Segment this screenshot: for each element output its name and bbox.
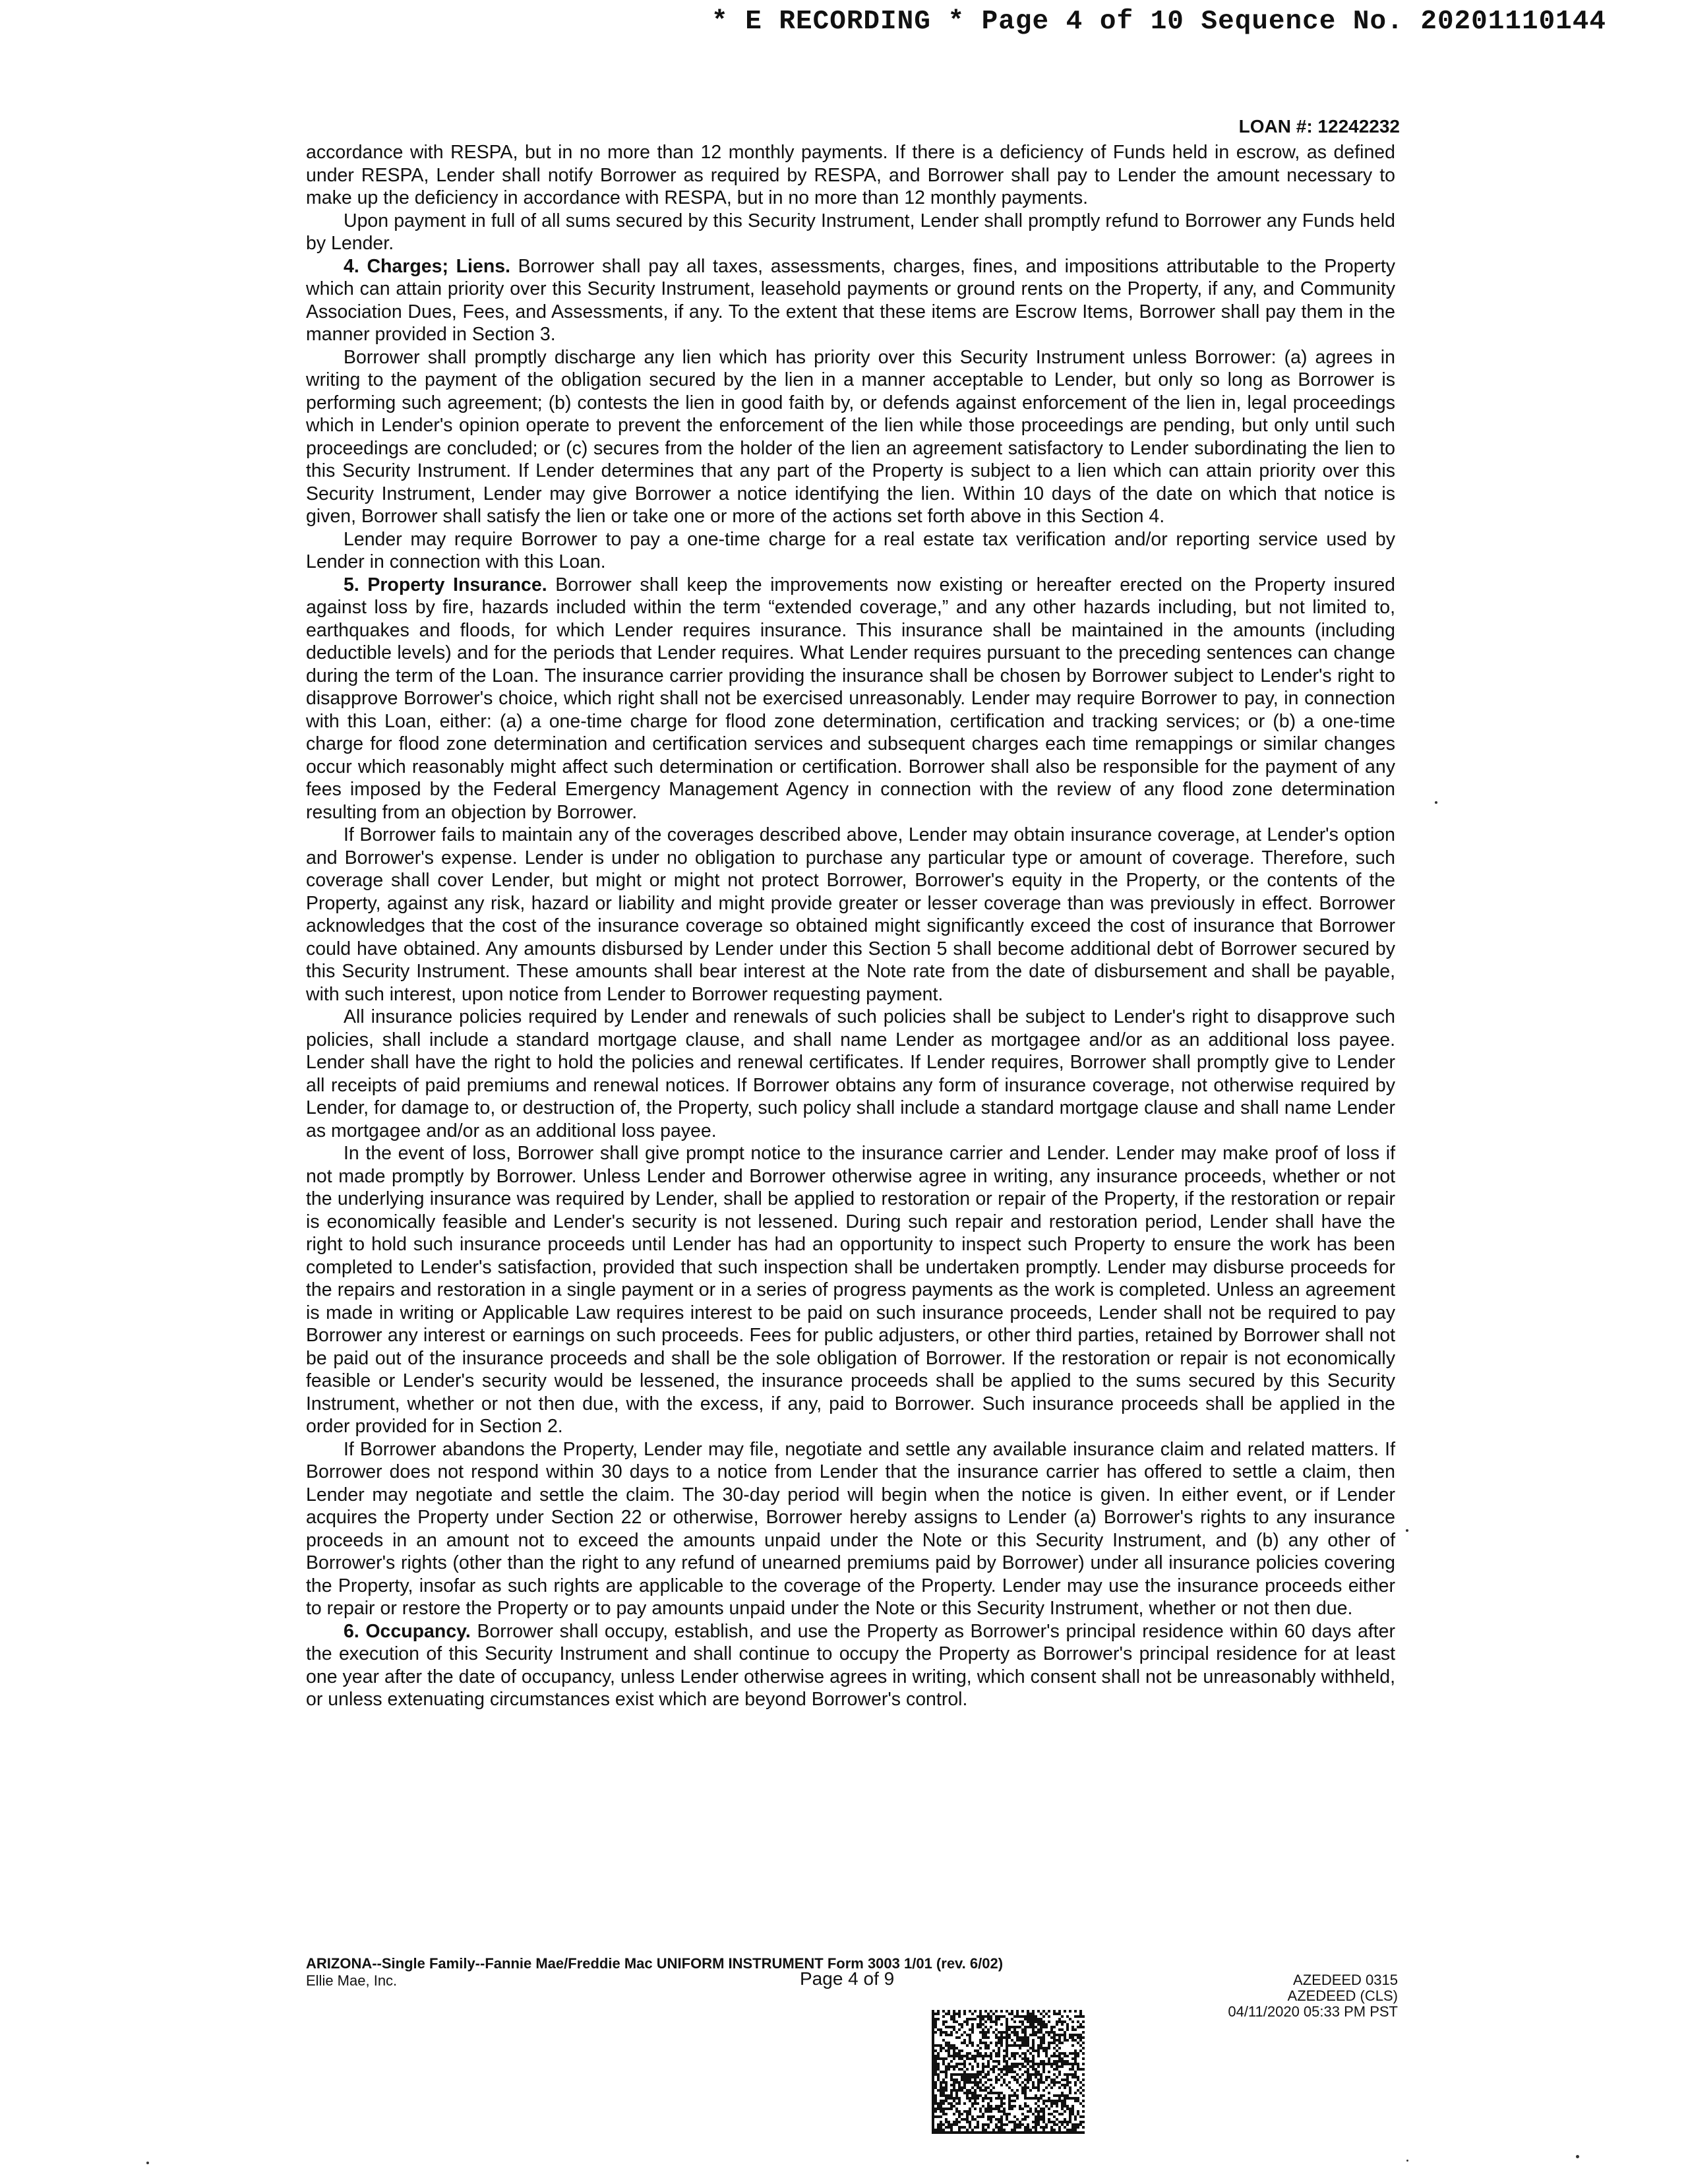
footer-page-number: Page 4 of 9 [800, 1968, 895, 1989]
paragraph-refund-funds: Upon payment in full of all sums secured by this Security Instrument, Lender shall promptly refund to Borrower any Funds held by Lender. [306, 210, 1395, 254]
footer-timestamp: 04/11/2020 05:33 PM PST [1228, 2003, 1398, 2020]
recording-banner: * E RECORDING * Page 4 of 10 Sequence No. 20201110144 [711, 7, 1606, 37]
scan-speck [1435, 801, 1437, 804]
scan-speck [1406, 1529, 1408, 1532]
paragraph-insurance-policies: All insurance policies required by Lender and renewals of such policies shall be subject to Lender's right to disapprove such policies, shall include a standard mortgage clause, and shall name Lender as mortgagee and/or as an additional loss payee. Lender shall have the right to hold the policies and renewal certificates. If Lender requires, Borrower shall promptly give to Lender all receipts of paid premiums and renewal notices. If Borrower obtains any form of insurance coverage, not otherwise required by Lender, for damage to, or destruction of, the Property, such policy shall include a standard mortgage clause and shall name Lender as mortgagee and/or as an additional loss payee. [306, 1006, 1395, 1141]
paragraph-event-of-loss: In the event of loss, Borrower shall give prompt notice to the insurance carrier and Lender. Lender may make proof of loss if not made promptly by Borrower. Unless Lender and Borrower otherwise agree in writing, any insurance proceeds, whether or not the underlying insurance was required by Lender, shall be applied to restoration or repair of the Property, if the restoration or repair is economically feasible and Lender's security is not lessened. During such repair and restoration period, Lender shall have the right to hold such insurance proceeds until Lender has had an opportunity to inspect such Property to ensure the work has been completed to Lender's satisfaction, provided that such inspection shall be undertaken promptly. Lender may disburse proceeds for the repairs and restoration in a single payment or in a series of progress payments as the work is completed. Unless an agreement is made in writing or Applicable Law requires interest to be paid on such insurance proceeds, Lender shall not be required to pay Borrower any interest or earnings on such proceeds. Fees for public adjusters, or other third parties, retained by Borrower shall not be paid out of the insurance proceeds and shall be the sole obligation of Borrower. If the restoration or repair is not economically feasible or Lender's security would be lessened, the insurance proceeds shall be applied to the sums secured by this Security Instrument, whether or not then due, with the excess, if any, paid to Borrower. Such insurance proceeds shall be applied in the order provided for in Section 2. [306, 1143, 1395, 1437]
paragraph-tax-verification: Lender may require Borrower to pay a one-time charge for a real estate tax verification and/or reporting service used by Lender in connection with this Loan. [306, 528, 1395, 572]
scan-speck [1406, 2160, 1408, 2162]
footer-form-codes [1228, 1972, 1398, 2020]
section-4-paragraph [306, 255, 1395, 346]
section-5-heading: 5. Property Insurance. [344, 574, 547, 595]
footer-code-1: AZEDEED 0315 [1293, 1972, 1398, 1988]
section-5-text: Borrower shall keep the improvements now existing or hereafter erected on the Property insured against loss by fire, hazards included within the term “extended coverage,” and any other hazards including, but not limited to, earthquakes and floods, for which Lender requires insurance. This insurance shall be maintained in the amounts (including deductible levels) and for the periods that Lender requires. What Lender requires pursuant to the preceding sentences can change during the term of the Loan. The insurance carrier providing the insurance shall be chosen by Borrower subject to Lender's right to disapprove Borrower's choice, which right shall not be exercised unreasonably. Lender may require Borrower to pay, in connection with this Loan, either: (a) a one-time charge for flood zone determination, certification and tracking services; or (b) a one-time charge for flood zone determination and certification services and subsequent charges each time remappings or similar changes occur which reasonably might affect such determination or certification. Borrower shall also be responsible for the payment of any fees imposed by the Federal Emergency Management Agency in connection with the review of any flood zone determination resulting from an objection by Borrower. [306, 574, 1395, 823]
section-5-paragraph [306, 574, 1395, 824]
loan-number: LOAN #: 12242232 [1238, 116, 1400, 136]
document-body [306, 141, 1395, 1711]
paragraph-discharge-lien: Borrower shall promptly discharge any lien which has priority over this Security Instrument unless Borrower: (a) agrees in writing to the payment of the obligation secured by the lien in a manner acceptable to Lender, but only so long as Borrower is performing such agreement; (b) contests the lien in good faith by, or defends against enforcement of the lien in, legal proceedings which in Lender's opinion operate to prevent the enforcement of the lien while those proceedings are pending, but only until such proceedings are concluded; or (c) secures from the holder of the lien an agreement satisfactory to Lender subordinating the lien to this Security Instrument. If Lender determines that any part of the Property is subject to a lien which can attain priority over this Security Instrument, Lender may give Borrower a notice identifying the lien. Within 10 days of the date on which that notice is given, Borrower shall satisfy the lien or take one or more of the actions set forth above in this Section 4. [306, 346, 1395, 527]
section-4-heading: 4. Charges; Liens. [344, 255, 510, 277]
section-4-text: Borrower shall pay all taxes, assessments, charges, fines, and impositions attributable to the Property which can attain priority over this Security Instrument, leasehold payments or ground rents on the Property, if any, and Community Association Dues, Fees, and Assessments, if any. To the extent that these items are Escrow Items, Borrower shall pay them in the manner provided in Section 3. [306, 255, 1395, 345]
footer-code-2: AZEDEED (CLS) [1287, 1987, 1398, 2004]
scan-speck [1576, 2155, 1579, 2158]
section-6-heading: 6. Occupancy. [344, 1620, 471, 1642]
section-6-text: Borrower shall occupy, establish, and use the Property as Borrower's principal residence within 60 days after the execution of this Security Instrument and shall continue to occupy the Property as Borrower's principal residence for at least one year after the date of occupancy, unless Lender otherwise agrees in writing, which consent shall not be unreasonably withheld, or unless extenuating circumstances exist which are beyond Borrower's control. [306, 1620, 1395, 1710]
section-6-paragraph [306, 1620, 1395, 1711]
scan-speck [146, 2162, 149, 2164]
footer-vendor: Ellie Mae, Inc. [306, 1972, 398, 1989]
paragraph-abandonment: If Borrower abandons the Property, Lender may file, negotiate and settle any available insurance claim and related matters. If Borrower does not respond within 30 days to a notice from Lender that the insurance carrier has offered to settle a claim, then Lender may negotiate and settle the claim. The 30-day period will begin when the notice is given. In either event, or if Lender acquires the Property under Section 22 or otherwise, Borrower hereby assigns to Lender (a) Borrower's rights to any insurance proceeds in an amount not to exceed the amounts unpaid under the Note or this Security Instrument, and (b) any other of Borrower's rights (other than the right to any refund of unearned premiums paid by Borrower) under all insurance policies covering the Property, insofar as such rights are applicable to the coverage of the Property. Lender may use the insurance proceeds either to repair or restore the Property or to pay amounts unpaid under the Note or this Security Instrument, whether or not then due. [306, 1438, 1395, 1619]
footer-form-title: ARIZONA--Single Family--Fannie Mae/Freddie Mac UNIFORM INSTRUMENT Form 3003 1/01 (rev. 6/02) [306, 1955, 1004, 1972]
2d-barcode-icon [932, 2010, 1085, 2134]
paragraph-coverage-failure: If Borrower fails to maintain any of the coverages described above, Lender may obtain insurance coverage, at Lender's option and Borrower's expense. Lender is under no obligation to purchase any particular type or amount of coverage. Therefore, such coverage shall cover Lender, but might or might not protect Borrower, Borrower's equity in the Property, or the contents of the Property, against any risk, hazard or liability and might provide greater or lesser coverage than was previously in effect. Borrower acknowledges that the cost of the insurance coverage so obtained might significantly exceed the cost of insurance that Borrower could have obtained. Any amounts disbursed by Lender under this Section 5 shall become additional debt of Borrower secured by this Security Instrument. These amounts shall bear interest at the Note rate from the date of disbursement and shall be payable, with such interest, upon notice from Lender to Borrower requesting payment. [306, 824, 1395, 1005]
paragraph-escrow-deficiency: accordance with RESPA, but in no more than 12 monthly payments. If there is a deficiency of Funds held in escrow, as defined under RESPA, Lender shall notify Borrower as required by RESPA, and Borrower shall pay to Lender the amount necessary to make up the deficiency in accordance with RESPA, but in no more than 12 monthly payments. [306, 142, 1395, 208]
